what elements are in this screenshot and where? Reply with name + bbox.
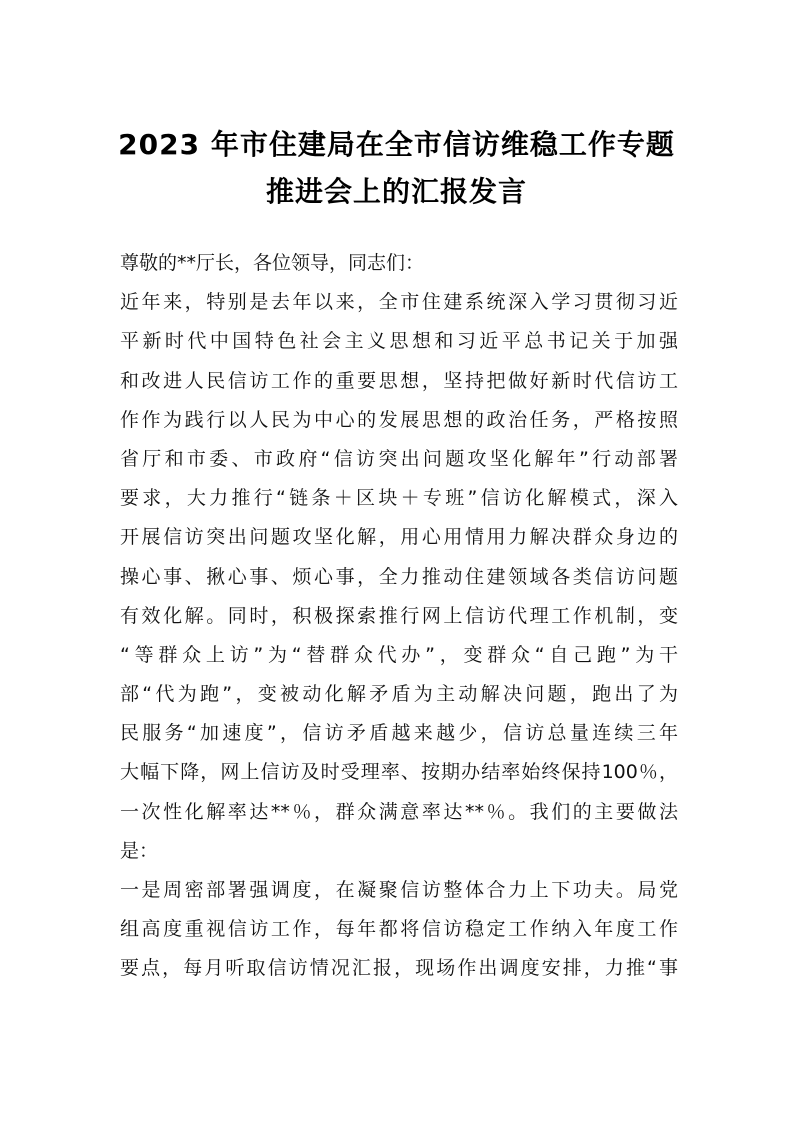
body-line: 是： — [120, 839, 159, 862]
document-title-line-1: 2023 年市住建局在全市信访维稳工作专题 — [118, 128, 675, 161]
body-line: 要点，每月听取信访情况汇报，现场作出调度安排，力推“事 — [120, 957, 678, 980]
body-line: 民服务“加速度”，信访矛盾越来越少，信访总量连续三年 — [120, 722, 678, 745]
body-line: 要求，大力推行“链条＋区块＋专班”信访化解模式，深入 — [120, 487, 678, 510]
document-body — [120, 244, 678, 989]
body-line: 组高度重视信访工作，每年都将信访稳定工作纳入年度工作 — [120, 918, 678, 941]
body-line: 有效化解。同时，积极探索推行网上信访代理工作机制，变 — [120, 604, 678, 627]
body-line: 操心事、揪心事、烦心事，全力推动住建领域各类信访问题 — [120, 565, 678, 588]
body-line: 开展信访突出问题攻坚化解，用心用情用力解决群众身边的 — [120, 526, 678, 549]
body-line: 平新时代中国特色社会主义思想和习近平总书记关于加强 — [120, 330, 678, 353]
body-line: 一是周密部署强调度，在凝聚信访整体合力上下功夫。局党 — [120, 879, 678, 901]
salutation-line: 尊敬的**厅长，各位领导，同志们： — [120, 252, 425, 274]
body-line: 近年来，特别是去年以来，全市住建系统深入学习贯彻习近 — [120, 291, 678, 314]
document-title-line-2: 推进会上的汇报发言 — [265, 175, 527, 208]
body-line: 作作为践行以人民为中心的发展思想的政治任务，严格按照 — [120, 408, 678, 431]
body-line: 部“代为跑”，变被动化解矛盾为主动解决问题，跑出了为 — [120, 683, 678, 706]
body-line: “等群众上访”为“替群众代办”，变群众“自己跑”为干 — [120, 643, 678, 666]
body-line: 省厅和市委、市政府“信访突出问题攻坚化解年”行动部署 — [120, 447, 678, 470]
body-line: 和改进人民信访工作的重要思想，坚持把做好新时代信访工 — [120, 369, 678, 392]
body-line: 大幅下降，网上信访及时受理率、按期办结率始终保持100％， — [120, 761, 678, 784]
body-line: 一次性化解率达**％，群众满意率达**％。我们的主要做法 — [120, 800, 678, 823]
